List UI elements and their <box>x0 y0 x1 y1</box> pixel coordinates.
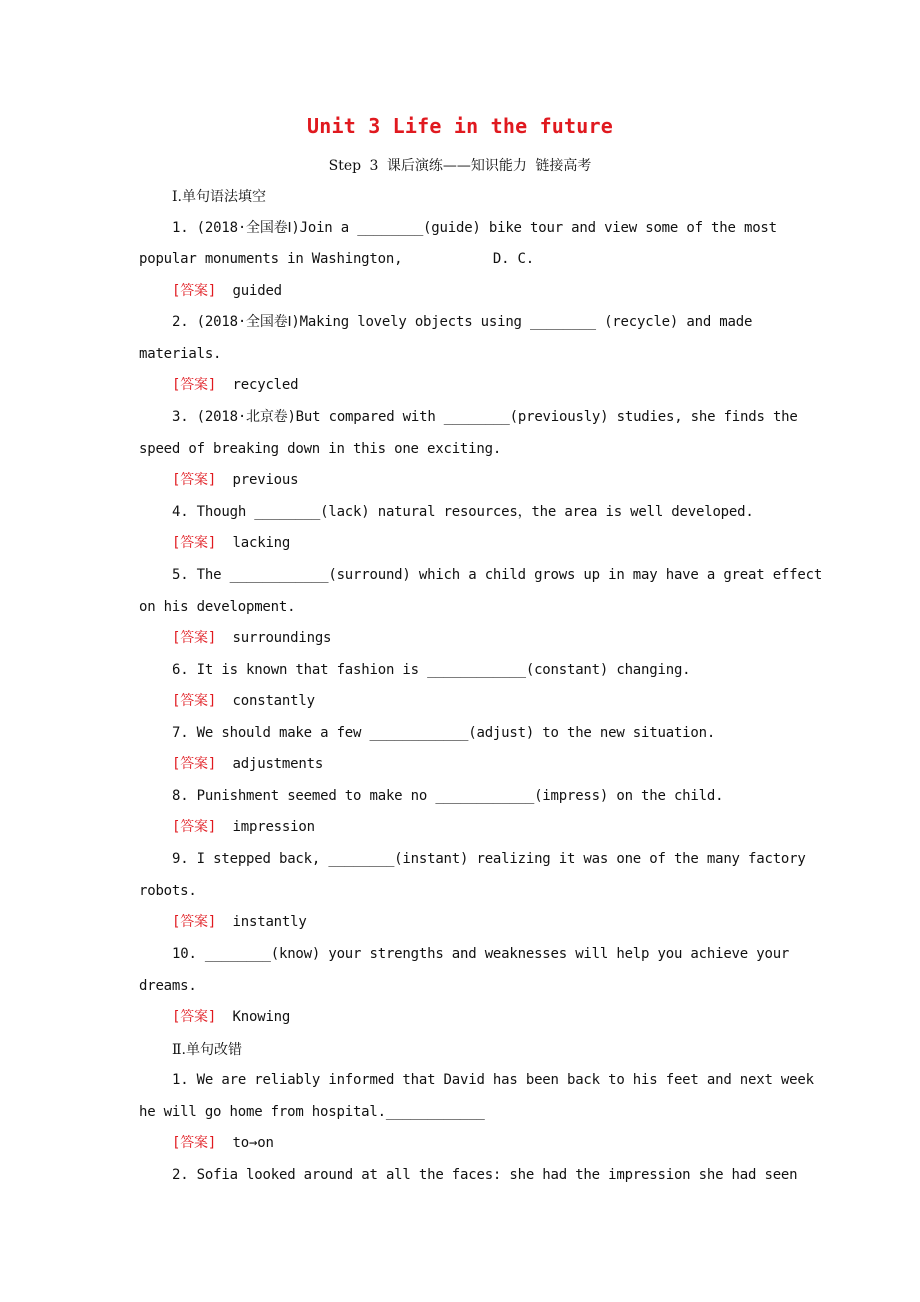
answer-10 <box>172 1008 852 1026</box>
question-7-line1: 7. We should make a few ____________(adjust) to the new situation. <box>172 725 716 741</box>
answer-text: constantly <box>232 693 315 709</box>
question-3-line2: speed of breaking down in this one exciting. <box>139 441 502 457</box>
answer-label: [答案] <box>172 472 217 488</box>
answer-3 <box>172 471 852 489</box>
answer-text: previous <box>232 472 299 488</box>
correction-1-line1: 1. We are reliably informed that David has been back to his feet and next week <box>172 1072 814 1088</box>
answer-5 <box>172 629 852 647</box>
question-9-line1: 9. I stepped back, ________(instant) realizing it was one of the many factory <box>172 851 806 867</box>
answer-text: guided <box>232 283 282 299</box>
answer-text: Knowing <box>232 1009 291 1025</box>
answer-9 <box>172 913 852 931</box>
unit-title: Unit 3 Life in the future <box>306 114 614 138</box>
answer-label: [答案] <box>172 819 217 835</box>
answer-2 <box>172 376 852 394</box>
answer-text: recycled <box>232 377 299 393</box>
correction-1-line2: he will go home from hospital.____________ <box>139 1104 485 1120</box>
answer-text: impression <box>232 819 315 835</box>
answer-8 <box>172 818 852 836</box>
question-2-line1: 2. (2018·全国卷Ⅰ)Making lovely objects using ________ (recycle) and made <box>172 314 753 330</box>
question-5-line2: on his development. <box>139 599 296 615</box>
answer-text: adjustments <box>232 756 324 772</box>
answer-label: [答案] <box>172 630 217 646</box>
section-heading-correction: Ⅱ.单句改错 <box>172 1042 242 1058</box>
question-9-line2: robots. <box>139 883 197 899</box>
answer-label: [答案] <box>172 1135 217 1151</box>
answer-text: lacking <box>232 535 291 551</box>
step-subtitle: Step 3 课后演练——知识能力 链接高考 <box>328 158 592 174</box>
correction-2-line1: 2. Sofia looked around at all the faces: she had the impression she had seen <box>172 1167 798 1183</box>
question-1-line1: 1. (2018·全国卷Ⅰ)Join a ________(guide) bike tour and view some of the most <box>172 220 777 236</box>
correction-answer-1 <box>172 1134 852 1152</box>
answer-label: [答案] <box>172 283 217 299</box>
answer-label: [答案] <box>172 535 217 551</box>
answer-1 <box>172 282 852 300</box>
answer-label: [答案] <box>172 377 217 393</box>
question-4-line1: 4. Though ________(lack) natural resources，the area is well developed. <box>172 504 754 520</box>
question-10-line1: 10. ________(know) your strengths and weaknesses will help you achieve your <box>172 946 790 962</box>
question-5-line1: 5. The ____________(surround) which a child grows up in may have a great effect <box>172 567 823 583</box>
section-heading-grammar: Ⅰ.单句语法填空 <box>172 189 266 205</box>
question-2-line2: materials. <box>139 346 222 362</box>
question-3-line1: 3. (2018·北京卷)But compared with ________(previously) studies, she finds the <box>172 409 798 425</box>
answer-label: [答案] <box>172 914 217 930</box>
answer-label: [答案] <box>172 693 217 709</box>
answer-text: instantly <box>232 914 307 930</box>
answer-label: [答案] <box>172 756 217 772</box>
question-1-line2: popular monuments in Washington, D. C. <box>139 251 534 267</box>
question-10-line2: dreams. <box>139 978 197 994</box>
answer-6 <box>172 692 852 710</box>
answer-text: to→on <box>232 1135 274 1151</box>
answer-text: surroundings <box>232 630 332 646</box>
answer-label: [答案] <box>172 1009 217 1025</box>
question-8-line1: 8. Punishment seemed to make no ____________(impress) on the child. <box>172 788 724 804</box>
answer-7 <box>172 755 852 773</box>
question-6-line1: 6. It is known that fashion is ____________(constant) changing. <box>172 662 691 678</box>
answer-4 <box>172 534 852 552</box>
